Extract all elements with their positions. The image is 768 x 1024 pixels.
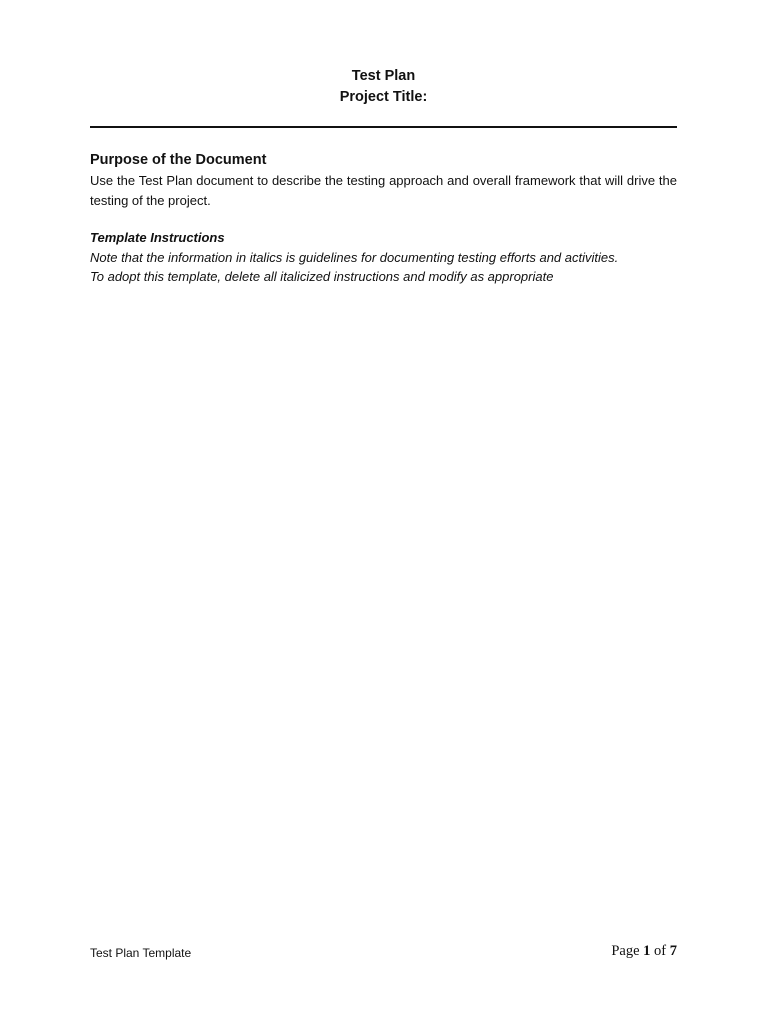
total-pages-number: 7 <box>669 943 677 959</box>
current-page-number: 1 <box>643 943 651 959</box>
instructions-heading: Template Instructions <box>90 230 225 245</box>
project-title-label: Project Title: <box>339 89 428 105</box>
title-block <box>90 66 677 108</box>
title-underline-rule <box>90 126 677 128</box>
page-footer <box>90 940 677 962</box>
of-label: of <box>654 943 667 959</box>
page-number-indicator <box>611 943 677 960</box>
purpose-heading: Purpose of the Document <box>90 152 267 168</box>
instruction-line-1: Note that the information in italics is guidelines for documenting testing efforts and activities. <box>90 249 619 265</box>
footer-template-name: Test Plan Template <box>90 946 192 960</box>
document-title: Test Plan <box>351 68 416 84</box>
page-label: Page <box>611 943 640 959</box>
document-body <box>90 150 677 287</box>
template-instructions <box>90 228 677 287</box>
purpose-body: Use the Test Plan document to describe the testing approach and overall framework that will drive the testing of the project. <box>90 173 677 208</box>
instruction-line-2: To adopt this template, delete all italicized instructions and modify as appropriate <box>90 269 554 284</box>
